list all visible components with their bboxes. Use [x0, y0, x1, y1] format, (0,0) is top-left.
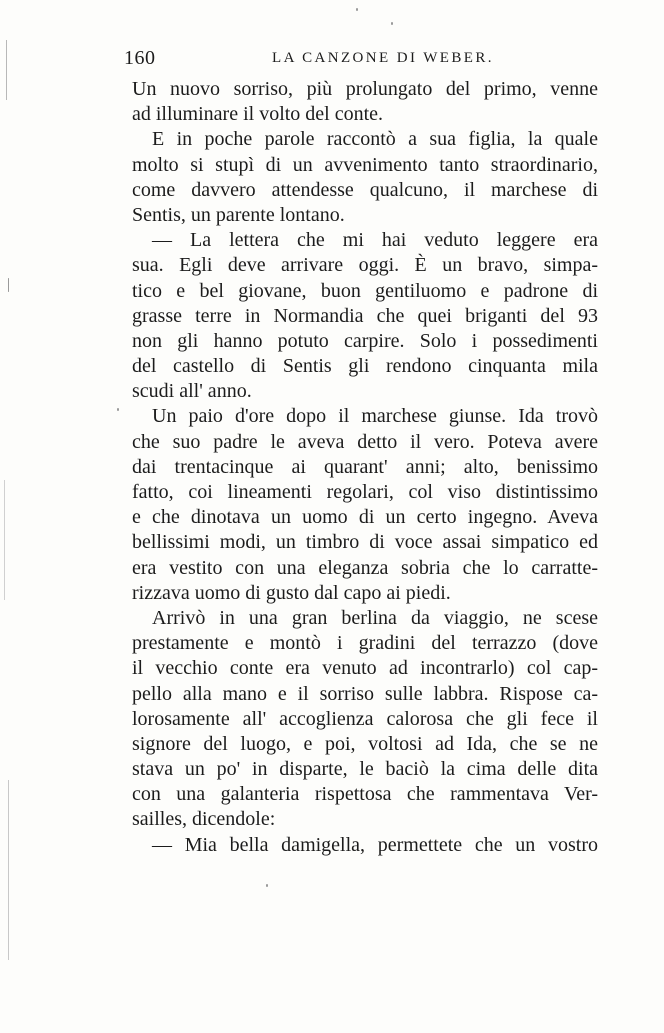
text-line: come davvero attendesse qualcuno, il marchese di: [132, 178, 598, 201]
text-line: con una galanteria rispettosa che rammentava Ver-: [132, 783, 598, 806]
text-line: rizzava uomo di gusto dal capo ai piedi.: [132, 581, 451, 604]
text-line: Sentis, un parente lontano.: [132, 203, 345, 226]
text-line: non gli hanno potuto carpire. Solo i possedimenti: [132, 329, 598, 352]
paper-speck: [391, 22, 393, 25]
text-line: e che dinotava un uomo di un certo ingegno. Aveva: [132, 506, 598, 529]
text-line: signore del luogo, e poi, voltosi ad Ida, che se ne: [132, 732, 598, 755]
text-line: E in poche parole raccontò a sua figlia, la quale: [152, 128, 598, 151]
page-header: [124, 47, 600, 73]
text-line: era vestito con una eleganza sobria che lo carratte-: [132, 556, 598, 579]
body-text: [132, 77, 598, 858]
page-edge-mark: [4, 480, 5, 600]
text-line: pello alla mano e il sorriso sulle labbra. Rispose ca-: [132, 682, 598, 705]
text-line: del castello di Sentis gli rendono cinquanta mila: [132, 355, 598, 378]
text-line: Arrivò in una gran berlina da viaggio, ne scese: [152, 606, 598, 629]
page-number: 160: [124, 47, 156, 69]
paper-speck: [266, 884, 268, 887]
paper-speck: [117, 408, 119, 411]
text-line: sailles, dicendole:: [132, 808, 276, 831]
text-line: fatto, coi lineamenti regolari, col viso distintissimo: [132, 481, 598, 503]
text-line: grasse terre in Normandia che quei briganti del 93: [132, 304, 598, 327]
paper-speck: [8, 278, 9, 292]
page-edge-mark: [8, 780, 9, 960]
text-line: molto si stupì di un avvenimento tanto straordinario,: [132, 153, 598, 176]
text-line: scudi all' anno.: [132, 380, 252, 403]
text-line: sua. Egli deve arrivare oggi. È un bravo, simpa-: [132, 254, 598, 277]
text-line: — Mia bella damigella, permettete che un vostro: [152, 833, 598, 856]
text-line: il vecchio conte era venuto ad incontrarlo) col cap-: [132, 657, 598, 680]
page-edge-mark: [6, 40, 7, 100]
text-line: dai trentacinque ai quarant' anni; alto, benissimo: [132, 455, 598, 478]
text-line: che suo padre le aveva detto il vero. Poteva avere: [132, 430, 598, 453]
text-line: lorosamente all' accoglienza calorosa che gli fece il: [132, 707, 598, 730]
running-head: LA CANZONE DI WEBER.: [272, 50, 494, 66]
text-line: tico e bel giovane, buon gentiluomo e padrone di: [132, 279, 598, 302]
text-line: bellissimi modi, un timbro di voce assai simpatico ed: [132, 531, 598, 554]
text-line: Un paio d'ore dopo il marchese giunse. Ida trovò: [152, 405, 598, 428]
paper-speck: [356, 8, 358, 11]
text-line: prestamente e montò i gradini del terrazzo (dove: [132, 632, 598, 655]
text-line: Un nuovo sorriso, più prolungato del primo, venne: [132, 78, 598, 100]
text-line: ad illuminare il volto del conte.: [132, 103, 384, 126]
text-line: stava un po' in disparte, le baciò la cima delle dita: [132, 758, 598, 781]
text-line: — La lettera che mi hai veduto leggere era: [152, 229, 598, 252]
